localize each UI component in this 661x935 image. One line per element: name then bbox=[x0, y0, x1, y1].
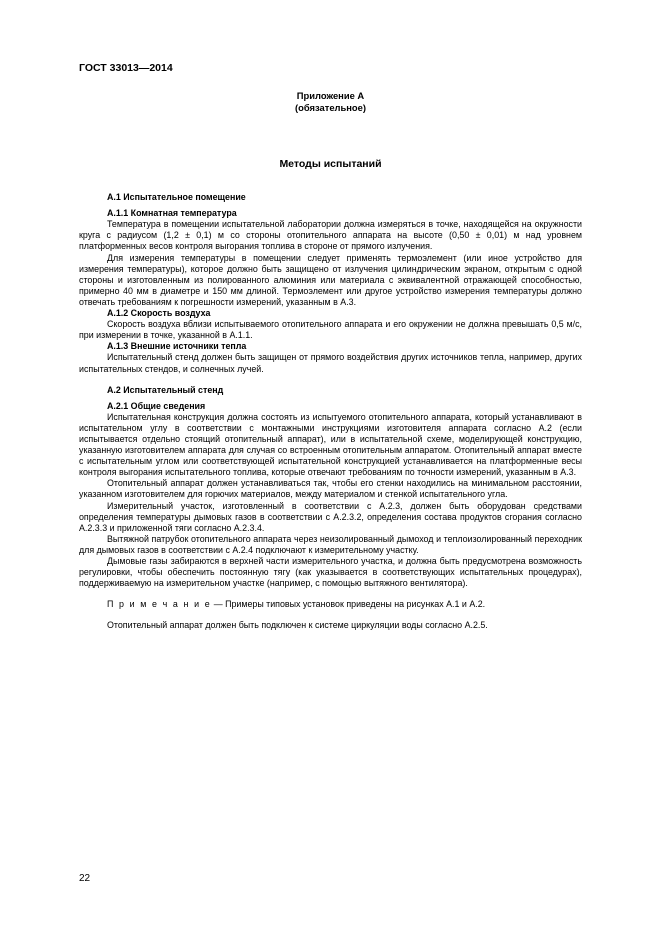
paragraph-a21-6: Отопительный аппарат должен быть подключен к системе циркуляции воды согласно А.2.5. bbox=[107, 620, 488, 631]
paragraph-a21-4: Вытяжной патрубок отопительного аппарата через неизолированный дымоход и теплоизолированный переходник для дымовых газов в соответствии с А.2.4 подключают к измерительному участку. bbox=[79, 533, 582, 555]
annex-title: Методы испытаний bbox=[279, 158, 382, 170]
paragraph-a11-2: Для измерения температуры в помещении следует применять термоэлемент (или иное устройство для измерения температуры), которое должно быть защищено от излучения цилиндрическим экраном, открытым с одной стороны и изготовленным из полированного алюминия или материала с эквивалентной отражающей способностью, примерно 40 мм в диаметре и 150 мм длиной. Термоэлемент или другое устройство измерения температуры должно отвечать требованиям к погрешности измерений, указанным в А.3. bbox=[79, 252, 582, 307]
section-a21-heading: А.2.1 Общие сведения bbox=[107, 400, 206, 411]
document-id-header: ГОСТ 33013—2014 bbox=[79, 62, 173, 74]
paragraph-a21-1: Испытательная конструкция должна состоять из испытуемого отопительного аппарата, который устанавливают в испытательном углу в соответствии с монтажными инструкциями изготовителя аппарата согласно А.2 (если испытывается отдельно стоящий отопительный аппарат), или в испытательной схеме, моделирующей конструкцию, указанную изготовителем аппарата для случая со встроенным отопительным аппаратом. Отопительный аппарат вместе с испытательным углом или соответствующей испытательной конструкцией устанавливается на платформенные весы контроля выгорания испытательного топлива, которые отвечают требованиям по точности измерений, указанным в А.3. bbox=[79, 411, 582, 478]
paragraph-a12-1: Скорость воздуха вблизи испытываемого отопительного аппарата и его окружении не должна превышать 0,5 м/с, при измерении в точке, указанной в А.1.1. bbox=[79, 319, 582, 341]
annex-label: Приложение А bbox=[296, 90, 365, 101]
paragraph-a11-1: Температура в помещении испытательной лаборатории должна измеряться в точке, находящейся на окружности круга с радиусом (1,2 ± 0,1) м со стороны отопительного аппарата на высоте (0,50 ± 0,01) м над уровнем платформенных весов контроля выгорания топлива в стороне от прямого излучения. bbox=[79, 219, 582, 252]
section-a11-heading: А.1.1 Комнатная температура bbox=[107, 208, 237, 219]
page-content bbox=[79, 90, 582, 631]
annex-status: (обязательное) bbox=[295, 102, 366, 113]
page-number: 22 bbox=[79, 873, 91, 884]
section-a2-heading: А.2 Испытательный стенд bbox=[107, 384, 224, 395]
note-label: П р и м е ч а н и е bbox=[107, 599, 212, 610]
paragraph-a13-1: Испытательный стенд должен быть защищен от прямого воздействия других источников тепла, например, других испытательных стендов, и солнечных лучей. bbox=[79, 352, 582, 374]
paragraph-a21-3: Измерительный участок, изготовленный в соответствии с А.2.3, должен быть оборудован средствами определения температуры дымовых газов в соответствии с А.2.3.2, определения состава продуктов сгорания согласно А.2.3.3 и приложенной тяги согласно А.2.3.4. bbox=[79, 500, 582, 533]
note-paragraph bbox=[79, 599, 582, 610]
note-text: — Примеры типовых установок приведены на рисунках А.1 и А.2. bbox=[211, 599, 486, 610]
section-a1-heading: А.1 Испытательное помещение bbox=[107, 192, 246, 203]
section-a12-heading: А.1.2 Скорость воздуха bbox=[107, 308, 211, 319]
paragraph-a21-5: Дымовые газы забираются в верхней части измерительного участка, и должна быть предусмотрена возможность регулировки, чтобы обеспечить постоянную тягу (как указывается в соответствующих испытательных процедурах), поддерживаемую на измерительном участке (например, с помощью вытяжного вентилятора). bbox=[79, 556, 582, 589]
paragraph-a21-2: Отопительный аппарат должен устанавливаться так, чтобы его стенки находились на минимальном расстоянии, указанном изготовителем для горючих материалов, между материалом и стенкой испытательного угла. bbox=[79, 478, 582, 500]
section-a13-heading: А.1.3 Внешние источники тепла bbox=[107, 341, 247, 352]
